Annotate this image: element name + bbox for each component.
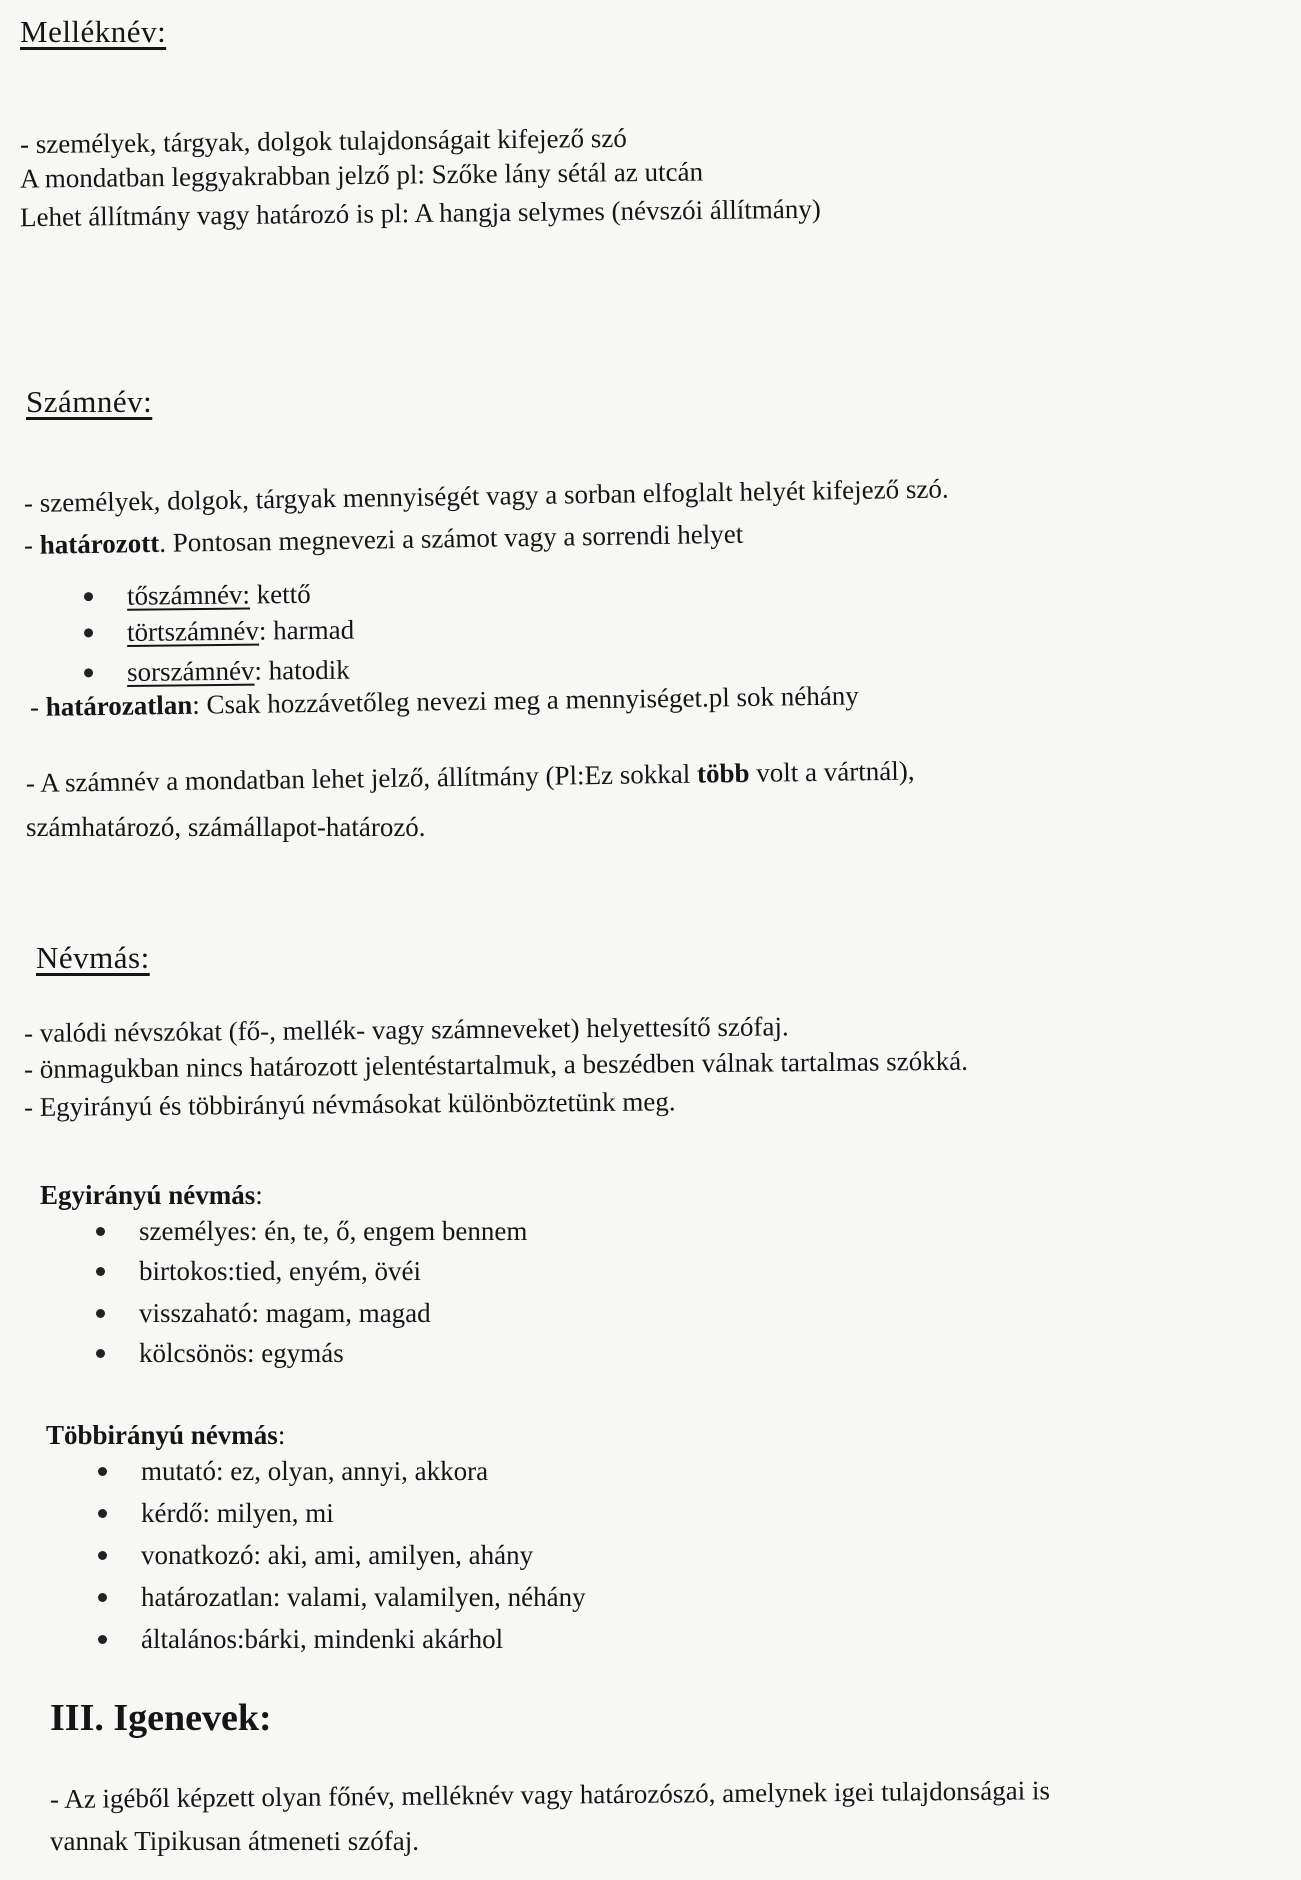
dash: - [29,691,46,722]
dash: - [23,529,40,560]
bullet-icon [98,1635,107,1644]
item-text: kölcsönös: egymás [139,1338,344,1368]
bullet-icon [96,1349,105,1358]
item-text: általános:bárki, mindenki akárhol [141,1624,504,1654]
term: törtszámnév [126,615,260,647]
list-item [96,1338,344,1369]
item-text: birtokos:tied, enyém, övéi [139,1256,421,1286]
nevmas-line-2: - önmagukban nincs határozott jelentéstartalmuk, a beszédben válnak tartalmas szókká. [23,1045,968,1084]
bullet-icon [98,1551,107,1560]
nevmas-line-3: - Egyirányú és többirányú névmásokat különböztetünk meg. [23,1086,676,1122]
list-item [96,1298,431,1329]
list-item [98,1582,586,1613]
list-item [84,615,354,649]
bullet-icon [84,592,93,601]
item-text: visszaható: magam, magad [139,1298,431,1328]
heading-nevmas: Névmás: [36,940,150,975]
igenevek-line-2: vannak Tipikusan átmeneti szófaj. [50,1826,419,1856]
igenevek-line-1: - Az igéből képzett olyan főnév, melléknév vagy határozószó, amelynek igei tulajdonságai is [49,1775,1051,1814]
item-text: kérdő: milyen, mi [141,1498,334,1528]
szamnev-definition: - személyek, dolgok, tárgyak mennyiségét vagy a sorban elfoglalt helyét kifejező szó. [23,473,949,518]
list-item [98,1540,533,1571]
colon: : [277,1420,286,1450]
heading-melleknev: Melléknév: [20,14,167,49]
list-item [84,655,350,689]
hatarozatlan-desc: : Csak hozzávetőleg nevezi meg a mennyiséget.pl sok néhány [192,680,859,720]
bullet-icon [98,1509,107,1518]
value: : harmad [258,614,355,646]
colon: : [255,1180,263,1210]
item-text: mutató: ez, olyan, annyi, akkora [141,1456,489,1486]
item-text: vonatkozó: aki, ami, amilyen, ahány [141,1540,534,1570]
melleknev-line-2: A mondatban leggyakrabban jelző pl: Szőke lány sétál az utcán [19,156,704,194]
tobbiranyu-heading [46,1420,285,1451]
list-item [96,1216,527,1247]
list-item [98,1456,488,1487]
list-item [98,1498,334,1529]
value: kettő [249,578,311,610]
term-hatarozatlan: határozatlan [45,689,193,722]
bullet-icon [84,669,93,678]
bullet-icon [96,1267,105,1276]
szamnev-role-line-2: számhatározó, számállapot-határozó. [26,812,426,842]
item-text: határozatlan: valami, valamilyen, néhány [141,1582,586,1612]
item-text: személyes: én, te, ő, engem bennem [139,1216,528,1246]
szamnev-hatarozott [24,519,744,561]
term: tőszámnév: [126,579,251,611]
heading-szamnev: Számnév: [26,384,153,419]
bullet-icon [96,1227,105,1236]
term: sorszámnév [126,655,255,687]
heading-igenevek: III. Igenevek: [50,1697,272,1739]
bullet-icon [98,1593,107,1602]
role-text: - A számnév a mondatban lehet jelző, állítmány (Pl:Ez sokkal [25,758,698,798]
list-item [84,579,311,612]
bullet-icon [96,1309,105,1318]
role-bold: több [696,757,750,789]
value: : hatodik [254,654,350,686]
bullet-icon [84,629,93,638]
tobbiranyu-title: Többirányú névmás [46,1420,278,1450]
nevmas-line-1: - valódi névszókat (fő-, mellék- vagy számneveket) helyettesítő szófaj. [23,1011,789,1048]
szamnev-role-line-1 [26,756,915,799]
term-hatarozott: határozott [39,527,160,560]
egyiranyu-title: Egyirányú névmás [40,1180,256,1210]
list-item [98,1624,503,1655]
list-item [96,1256,421,1287]
melleknev-line-1: - személyek, tárgyak, dolgok tulajdonságait kifejező szó [19,122,627,160]
bullet-icon [98,1467,107,1476]
hatarozott-desc: . Pontosan megnevezi a számot vagy a sorrendi helyet [158,518,744,558]
role-text-post: volt a vártnál), [749,755,915,788]
melleknev-line-3: Lehet állítmány vagy határozó is pl: A hangja selymes (névszói állítmány) [19,193,821,233]
egyiranyu-heading [40,1180,263,1211]
